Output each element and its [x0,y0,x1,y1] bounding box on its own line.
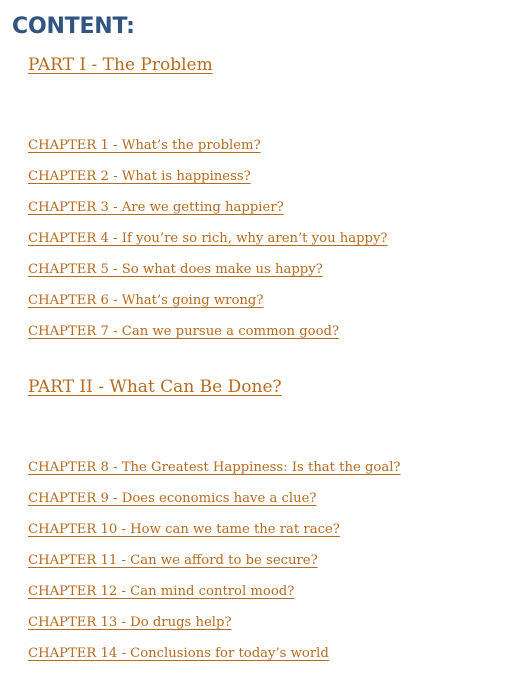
chapter-11-link[interactable]: CHAPTER 11 - Can we afford to be secure? [28,553,318,568]
chapter-5-link[interactable]: CHAPTER 5 - So what does make us happy? [28,262,323,277]
part-1-chapter-list [28,136,388,353]
chapter-12-link[interactable]: CHAPTER 12 - Can mind control mood? [28,584,295,599]
part-2-chapter-list [28,458,400,675]
chapter-13-link[interactable]: CHAPTER 13 - Do drugs help? [28,615,232,630]
chapter-6-link[interactable]: CHAPTER 6 - What’s going wrong? [28,293,264,308]
page-heading: CONTENT: [12,14,135,39]
chapter-9-link[interactable]: CHAPTER 9 - Does economics have a clue? [28,491,317,506]
chapter-1-link[interactable]: CHAPTER 1 - What’s the problem? [28,138,261,153]
chapter-3-link[interactable]: CHAPTER 3 - Are we getting happier? [28,200,284,215]
chapter-2-link[interactable]: CHAPTER 2 - What is happiness? [28,169,251,184]
chapter-7-link[interactable]: CHAPTER 7 - Can we pursue a common good? [28,324,340,339]
part-1-link[interactable]: PART I - The Problem [28,55,213,75]
chapter-10-link[interactable]: CHAPTER 10 - How can we tame the rat race? [28,522,340,537]
chapter-14-link[interactable]: CHAPTER 14 - Conclusions for today’s world [28,646,329,661]
part-2-link[interactable]: PART II - What Can Be Done? [28,377,282,397]
chapter-4-link[interactable]: CHAPTER 4 - If you’re so rich, why aren’t you happy? [28,231,388,246]
chapter-8-link[interactable]: CHAPTER 8 - The Greatest Happiness: Is that the goal? [28,460,401,475]
